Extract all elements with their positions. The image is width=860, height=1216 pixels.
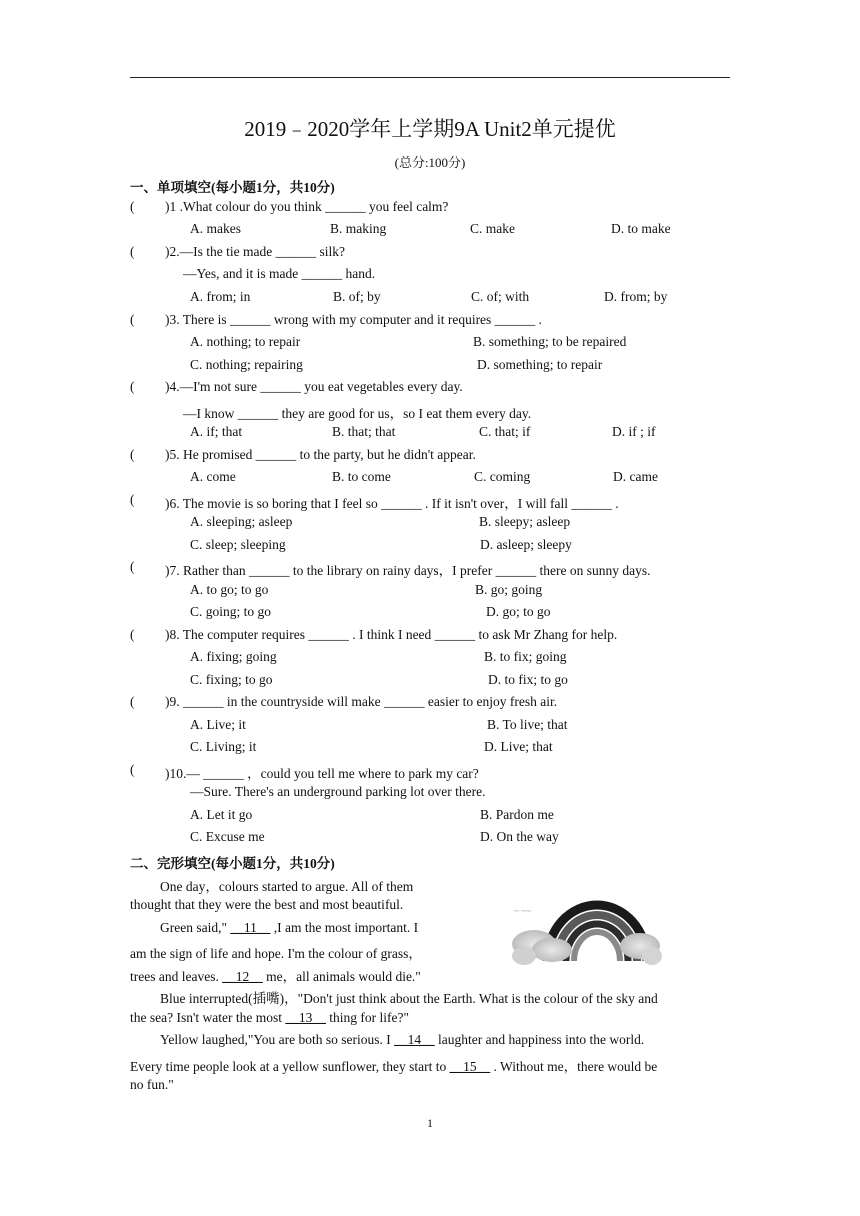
option-d: D. to fix; to go <box>488 672 568 687</box>
passage-line: trees and leaves. __12__ me，all animals would die." <box>130 969 421 984</box>
option-a: A. fixing; going <box>190 649 277 664</box>
section-heading-cloze: 二、完形填空(每小题1分，共10分) <box>130 856 335 871</box>
answer-paren: ( <box>130 244 135 259</box>
option-d: D. asleep; sleepy <box>480 537 572 552</box>
answer-paren: ( <box>130 492 135 507</box>
passage-line: thought that they were the best and most beautiful. <box>130 897 404 912</box>
passage-line: Green said," __11__ ,I am the most important. I <box>160 920 419 935</box>
option-b: B. Pardon me <box>480 807 554 822</box>
option-c: C. make <box>470 221 515 236</box>
option-c: C. of; with <box>471 289 530 304</box>
answer-paren: ( <box>130 199 135 214</box>
passage-line: Yellow laughed,"You are both so serious. I __14__ laughter and happiness into the world. <box>160 1032 645 1047</box>
question-stem: )3. There is ______ wrong with my computer and it requires ______ . <box>165 312 542 327</box>
option-d: D. came <box>613 469 658 484</box>
top-rule <box>130 77 730 78</box>
question-stem: )4.—I'm not sure ______ you eat vegetables every day. <box>165 379 463 394</box>
option-a: A. Let it go <box>190 807 253 822</box>
question-stem: )9. ______ in the countryside will make ______ easier to enjoy fresh air. <box>165 694 558 709</box>
option-a: A. nothing; to repair <box>190 334 301 349</box>
option-b: B. to fix; going <box>484 649 567 664</box>
option-a: A. makes <box>190 221 241 236</box>
option-a: A. sleeping; asleep <box>190 514 293 529</box>
question-stem-reply: —I know ______ they are good for us，so I eat them every day. <box>183 406 532 421</box>
option-a: A. Live; it <box>190 717 246 732</box>
option-b: B. of; by <box>333 289 381 304</box>
option-a: A. from; in <box>190 289 251 304</box>
option-c: C. coming <box>474 469 531 484</box>
answer-paren: ( <box>130 694 135 709</box>
option-b: B. sleepy; asleep <box>479 514 571 529</box>
question-stem: )10.— ______ ，could you tell me where to park my car? <box>165 766 479 781</box>
question-stem: )1 .What colour do you think ______ you feel calm? <box>165 199 449 214</box>
option-b: B. go; going <box>475 582 543 597</box>
question-stem-reply: —Yes, and it is made ______ hand. <box>183 266 376 281</box>
option-b: B. To live; that <box>487 717 568 732</box>
passage-line: the sea? Isn't water the most __13__ thing for life?" <box>130 1010 409 1025</box>
option-a: A. to go; to go <box>190 582 269 597</box>
section-heading-multiple-choice: 一、单项填空(每小题1分，共10分) <box>130 180 335 195</box>
blank-11: __11__ <box>230 920 271 935</box>
option-b: B. something; to be repaired <box>473 334 627 349</box>
answer-paren: ( <box>130 447 135 462</box>
option-d: D. go; to go <box>486 604 551 619</box>
blank-14: __14__ <box>394 1032 435 1047</box>
passage-line: Every time people look at a yellow sunflower, they start to __15__ . Without me，there would be <box>130 1059 658 1074</box>
passage-line: One day，colours started to argue. All of them <box>160 879 414 894</box>
option-b: B. that; that <box>332 424 396 439</box>
question-stem: )5. He promised ______ to the party, but he didn't appear. <box>165 447 476 462</box>
answer-paren: ( <box>130 627 135 642</box>
option-d: D. from; by <box>604 289 668 304</box>
answer-paren: ( <box>130 312 135 327</box>
answer-paren: ( <box>130 559 135 574</box>
option-c: C. sleep; sleeping <box>190 537 286 552</box>
option-c: C. nothing; repairing <box>190 357 303 372</box>
passage-line: am the sign of life and hope. I'm the colour of grass， <box>130 946 422 961</box>
passage-line: no fun." <box>130 1077 174 1092</box>
blank-15: __15__ <box>449 1059 491 1074</box>
option-d: D. if ; if <box>612 424 656 439</box>
answer-paren: ( <box>130 379 135 394</box>
option-a: A. come <box>190 469 236 484</box>
option-d: D. something; to repair <box>477 357 603 372</box>
question-stem: )2.—Is the tie made ______ silk? <box>165 244 345 259</box>
rainbow-illustration <box>512 876 662 968</box>
question-stem: )6. The movie is so boring that I feel so ______ . If it isn't over，I will fall ______ . <box>165 496 619 511</box>
option-d: D. On the way <box>480 829 559 844</box>
option-b: B. making <box>330 221 387 236</box>
option-c: C. fixing; to go <box>190 672 273 687</box>
svg-text:~ ~~: ~ ~~ <box>514 906 531 916</box>
option-c: C. going; to go <box>190 604 272 619</box>
passage-line: Blue interrupted(插嘴)，"Don't just think about the Earth. What is the colour of the sky and <box>160 991 658 1006</box>
total-score: (总分:100分) <box>394 155 466 170</box>
page-number: 1 <box>427 1116 433 1130</box>
option-c: C. Living; it <box>190 739 257 754</box>
option-d: D. to make <box>611 221 671 236</box>
answer-paren: ( <box>130 762 135 777</box>
page-title: 2019﹣2020学年上学期9A Unit2单元提优 <box>244 117 616 141</box>
option-a: A. if; that <box>190 424 243 439</box>
option-d: D. Live; that <box>484 739 553 754</box>
question-stem-reply: —Sure. There's an underground parking lot over there. <box>190 784 486 799</box>
blank-13: __13__ <box>285 1010 326 1025</box>
question-stem: )7. Rather than ______ to the library on rainy days，I prefer ______ there on sunny days. <box>165 563 651 578</box>
option-c: C. that; if <box>479 424 531 439</box>
option-b: B. to come <box>332 469 391 484</box>
question-stem: )8. The computer requires ______ . I think I need ______ to ask Mr Zhang for help. <box>165 627 618 642</box>
option-c: C. Excuse me <box>190 829 265 844</box>
blank-12: __12__ <box>222 969 263 984</box>
